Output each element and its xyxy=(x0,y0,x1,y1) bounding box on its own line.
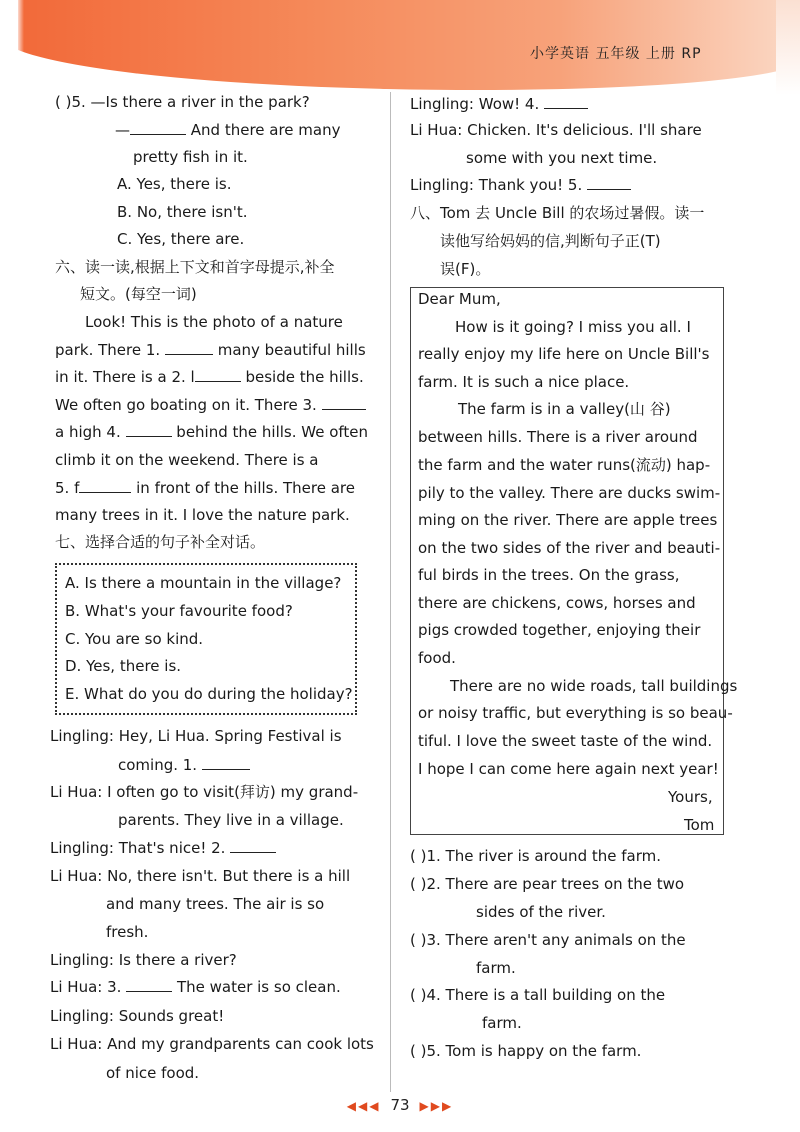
section6-heading: 六、读一读,根据上下文和首字母提示,补全 xyxy=(55,258,335,276)
answer-blank[interactable] xyxy=(202,755,250,770)
letter-box xyxy=(410,287,724,835)
letter-line: there are chickens, cows, horses and xyxy=(418,594,696,612)
option-b: B. What's your favourite food? xyxy=(65,602,293,620)
answer-blank[interactable] xyxy=(230,838,276,853)
letter-signoff: Yours, xyxy=(668,788,713,806)
dialogue-text: Li Hua: 3. xyxy=(50,978,122,996)
dialogue-line: of nice food. xyxy=(106,1064,200,1082)
letter-line: I hope I can come here again next year! xyxy=(418,760,719,778)
dialogue-text: coming. 1. xyxy=(118,756,198,774)
prev-arrows-icon: ◀◀◀ xyxy=(346,1099,381,1113)
dialogue-line xyxy=(118,755,250,775)
dialogue-line: Lingling: Hey, Li Hua. Spring Festival is xyxy=(50,727,342,745)
passage-text: 5. f xyxy=(55,479,80,497)
letter-line: ful birds in the trees. On the grass, xyxy=(418,566,680,584)
letter-line: really enjoy my life here on Uncle Bill's xyxy=(418,345,710,363)
letter-line: pigs crowded together, enjoying their xyxy=(418,621,701,639)
passage-line xyxy=(55,395,366,415)
section7-heading: 七、选择合适的句子补全对话。 xyxy=(55,533,266,551)
letter-line: Dear Mum, xyxy=(418,290,501,308)
q5-line2-text: And there are many xyxy=(186,121,341,139)
q5-line2 xyxy=(115,120,341,140)
letter-line: How is it going? I miss you all. I xyxy=(455,318,691,336)
passage-line: many trees in it. I love the nature park. xyxy=(55,506,350,524)
page-number: 73 xyxy=(390,1096,410,1114)
letter-line: or noisy traffic, but everything is so beau- xyxy=(418,704,733,722)
dialogue-text: Lingling: Thank you! 5. xyxy=(410,176,583,194)
banner-left-margin xyxy=(0,0,18,90)
letter-line: tiful. I love the sweet taste of the wind. xyxy=(418,732,713,750)
answer-blank[interactable] xyxy=(79,478,131,493)
answer-blank[interactable] xyxy=(195,367,241,382)
tf-question-4: ( )4. There is a tall building on the xyxy=(410,986,666,1004)
tf-question-2: ( )2. There are pear trees on the two xyxy=(410,875,685,893)
q5-line1: ( )5. —Is there a river in the park? xyxy=(55,93,310,111)
dialogue-line xyxy=(410,175,631,195)
passage-text: a high 4. xyxy=(55,423,121,441)
passage-text: park. There 1. xyxy=(55,341,161,359)
answer-blank[interactable] xyxy=(587,175,631,190)
answer-blank[interactable] xyxy=(165,340,213,355)
passage-text: many beautiful hills xyxy=(212,341,366,359)
answer-blank[interactable] xyxy=(130,120,186,135)
section8-heading-3: 误(F)。 xyxy=(440,260,491,278)
tf-question-3-cont: farm. xyxy=(476,959,516,977)
dialogue-line: Lingling: Sounds great! xyxy=(50,1007,225,1025)
passage-text: behind the hills. We often xyxy=(171,423,369,441)
tf-question-3: ( )3. There aren't any animals on the xyxy=(410,931,686,949)
q5-dash: — xyxy=(115,121,130,139)
letter-line: ming on the river. There are apple trees xyxy=(418,511,718,529)
dialogue-line: Li Hua: No, there isn't. But there is a hill xyxy=(50,867,351,885)
tf-question-5: ( )5. Tom is happy on the farm. xyxy=(410,1042,642,1060)
q5-option-b: B. No, there isn't. xyxy=(117,203,248,221)
dialogue-line: Lingling: Is there a river? xyxy=(50,951,237,969)
letter-line: food. xyxy=(418,649,456,667)
dialogue-line: Li Hua: Chicken. It's delicious. I'll share xyxy=(410,121,702,139)
dialogue-line: and many trees. The air is so xyxy=(106,895,325,913)
column-divider xyxy=(390,92,391,1092)
q5-option-c: C. Yes, there are. xyxy=(117,230,245,248)
dialogue-line: Li Hua: And my grandparents can cook lots xyxy=(50,1035,374,1053)
dialogue-line xyxy=(410,94,588,114)
option-d: D. Yes, there is. xyxy=(65,657,182,675)
tf-question-2-cont: sides of the river. xyxy=(476,903,606,921)
answer-blank[interactable] xyxy=(544,94,588,109)
letter-line: between hills. There is a river around xyxy=(418,428,698,446)
answer-blank[interactable] xyxy=(322,395,366,410)
passage-line: Look! This is the photo of a nature xyxy=(85,313,343,331)
dialogue-line: some with you next time. xyxy=(466,149,658,167)
section8-heading-2: 读他写给妈妈的信,判断句子正(T) xyxy=(440,232,661,250)
dialogue-line: fresh. xyxy=(106,923,149,941)
option-c: C. You are so kind. xyxy=(65,630,204,648)
tf-question-1: ( )1. The river is around the farm. xyxy=(410,847,661,865)
dialogue-line xyxy=(50,838,276,858)
passage-line xyxy=(55,422,368,442)
dialogue-line xyxy=(50,977,341,997)
section8-heading: 八、Tom 去 Uncle Bill 的农场过暑假。读一 xyxy=(410,204,705,222)
dialogue-line: parents. They live in a village. xyxy=(118,811,344,829)
page-footer xyxy=(0,1096,800,1114)
next-arrows-icon: ▶▶▶ xyxy=(419,1099,454,1113)
dialogue-text: Lingling: Wow! 4. xyxy=(410,95,540,113)
letter-line: There are no wide roads, tall buildings xyxy=(450,677,738,695)
banner-right-tab xyxy=(776,0,800,95)
answer-blank[interactable] xyxy=(126,977,172,992)
passage-line xyxy=(55,340,366,360)
dialogue-text: Lingling: That's nice! 2. xyxy=(50,839,226,857)
q5-option-a: A. Yes, there is. xyxy=(117,175,232,193)
letter-signature: Tom xyxy=(684,816,715,834)
letter-line: pily to the valley. There are ducks swim- xyxy=(418,484,721,502)
option-a: A. Is there a mountain in the village? xyxy=(65,574,342,592)
letter-line: on the two sides of the river and beauti- xyxy=(418,539,721,557)
passage-text: in front of the hills. There are xyxy=(131,479,355,497)
header-title: 小学英语 五年级 上册 RP xyxy=(530,46,702,62)
answer-blank[interactable] xyxy=(126,422,172,437)
passage-line xyxy=(55,478,355,498)
passage-text: beside the hills. xyxy=(240,368,364,386)
passage-text: in it. There is a 2. l xyxy=(55,368,195,386)
letter-line: the farm and the water runs(流动) hap- xyxy=(418,456,711,474)
passage-line: climb it on the weekend. There is a xyxy=(55,451,319,469)
letter-line: farm. It is such a nice place. xyxy=(418,373,630,391)
option-e: E. What do you do during the holiday? xyxy=(65,685,353,703)
passage-line xyxy=(55,367,364,387)
section6-heading-2: 短文。(每空一词) xyxy=(80,285,197,303)
dialogue-line: Li Hua: I often go to visit(拜访) my grand- xyxy=(50,783,359,801)
tf-question-4-cont: farm. xyxy=(482,1014,522,1032)
dialogue-text: The water is so clean. xyxy=(172,978,341,996)
q5-line3: pretty fish in it. xyxy=(133,148,248,166)
passage-text: We often go boating on it. There 3. xyxy=(55,396,317,414)
letter-line: The farm is in a valley(山 谷) xyxy=(458,400,671,418)
